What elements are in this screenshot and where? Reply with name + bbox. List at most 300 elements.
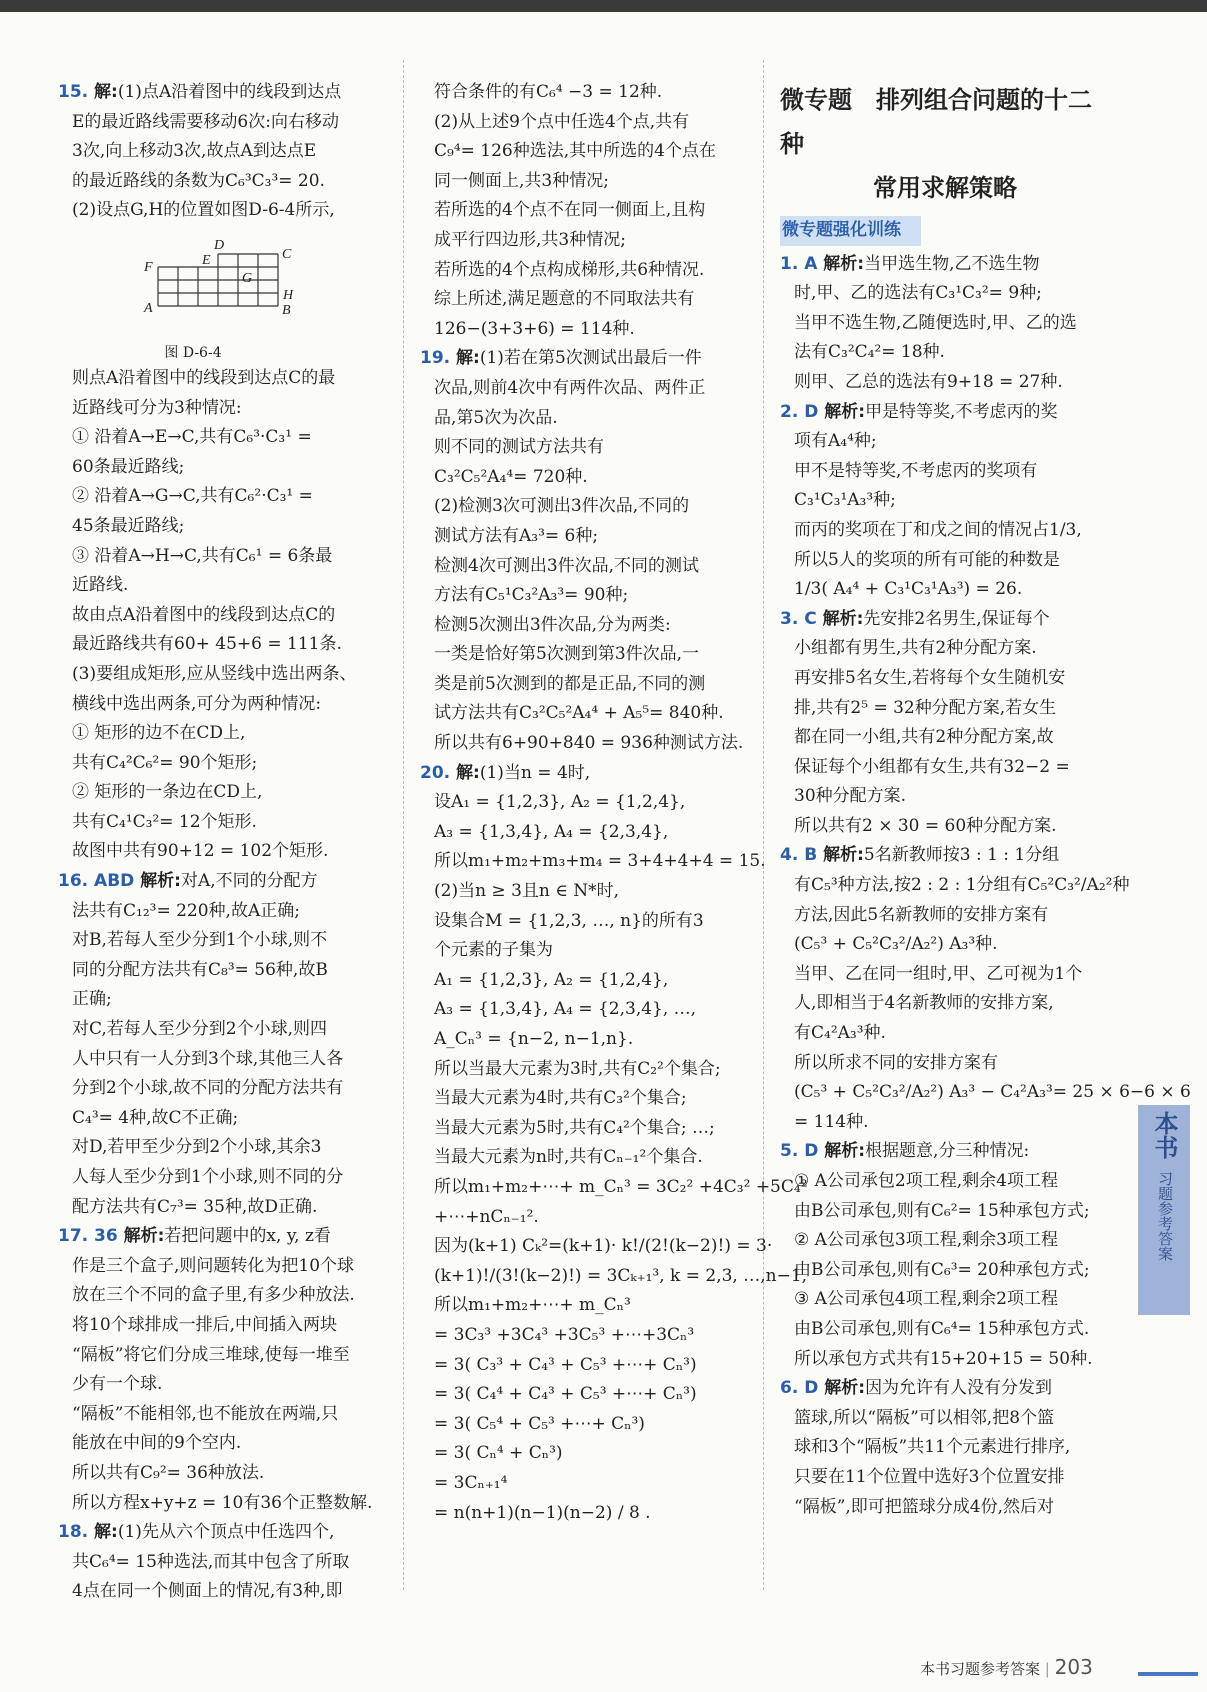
text-line [58,749,388,779]
line-text: = 3( Cₙ⁴ + Cₙ³) [434,1443,563,1464]
line-text: (C₅³ + C₅²C₃²/A₂²) A₃³种. [794,934,998,955]
line-text: 最近路线共有60+ 45+6 = 111条. [72,634,342,655]
line-text: 则不同的测试方法共有 [434,437,604,458]
text-line [420,907,750,937]
text-line [420,256,750,286]
problem-heading [780,841,1110,871]
text-line [58,482,388,512]
line-text: 同一侧面上,共3种情况; [434,170,609,191]
line-text: (2)检测3次可测出3件次品,不同的 [434,496,690,517]
line-text: C₃¹C₃¹A₃³种; [794,490,896,511]
topic-title-line2: 常用求解策略 [873,173,1017,202]
line-text: 法有C₃²C₄²= 18种. [794,342,945,363]
problem-number: 19. [420,348,457,369]
problem-heading [780,1374,1110,1404]
line-text: E的最近路线需要移动6次:向右移动 [72,111,339,132]
text-line [780,664,1110,694]
line-text: 故由点A沿着图中的线段到达点C的 [72,604,336,625]
text-line [780,546,1110,576]
line-text: 若把问题中的x, y, z看 [164,1226,331,1247]
text-line [58,394,388,424]
text-line [420,1380,750,1410]
line-text: 共有C₄¹C₃²= 12个矩形. [72,811,257,832]
text-line [420,1143,750,1173]
text-line [420,1469,750,1499]
line-text: 品,第5次为次品. [434,407,558,428]
grid-figure [118,228,358,338]
figure-caption: 图 D-6-4 [164,344,222,361]
line-text: 球和3个“隔板”共11个元素进行排序, [794,1437,1071,1458]
text-line [58,1045,388,1075]
text-line [420,374,750,404]
line-text: A₃ = {1,3,4}, A₄ = {2,3,4}, [434,821,669,842]
line-text: (1)点A沿着图中的线段到达点 [117,82,342,102]
text-line [780,1404,1110,1434]
line-text: 甲不是特等奖,不考虑丙的奖项有 [794,460,1038,481]
line-text: 的最近路线的条数为C₆³C₃³= 20. [72,170,325,191]
text-line [420,1351,750,1381]
line-text: (1)若在第5次测试出最后一件 [479,348,702,369]
line-text: 则甲、乙总的选法有9+18 = 27种. [794,371,1063,392]
text-line [420,1410,750,1440]
line-text: 因为允许有人没有分发到 [865,1378,1053,1399]
text-line [780,1285,1110,1315]
line-text: ③ A公司承包4项工程,剩余2项工程 [794,1289,1058,1310]
line-text: 所以方程x+y+z = 10有36个正整数解. [72,1492,373,1513]
line-text: 保证每个小组都有女生,共有32−2 = [794,756,1070,777]
line-text: A₁ = {1,2,3}, A₂ = {1,2,4}, [434,969,669,990]
text-line [58,1193,388,1223]
line-text: 人,即相当于4名新教师的安排方案, [794,993,1054,1014]
line-text: A_Cₙ³ = {n−2, n−1,n}. [434,1029,634,1049]
solution-keyword: 解析: [140,871,181,892]
text-line [780,782,1110,812]
line-text: (1)当n = 4时, [479,762,591,783]
line-text: 60条最近路线; [72,456,185,477]
line-text: 近路线. [72,575,129,596]
text-line [58,926,388,956]
text-line [420,581,750,611]
line-text: “隔板”将它们分成三堆球,使每一堆至 [72,1344,350,1365]
line-text: ② 矩形的一条边在CD上, [72,782,263,803]
point-label: C [282,246,292,262]
line-text: = 3( C₄⁴ + C₄³ + C₅³ +⋯+ Cₙ³) [434,1384,697,1405]
line-text: 故图中共有90+12 = 102个矩形. [72,841,329,862]
line-text: ① 矩形的边不在CD上, [72,723,246,744]
text-line [780,1463,1110,1493]
problem-number: 1. A [780,253,824,274]
text-line [58,897,388,927]
line-text: 能放在中间的9个空内. [72,1433,242,1454]
problem-heading [420,759,750,789]
problem-heading [58,1518,388,1548]
text-line [780,1197,1110,1227]
line-text: 所以m₁+m₂+m₃+m₄ = 3+4+4+4 = 15. [434,851,766,872]
line-text: 少有一个球. [72,1374,163,1395]
problem-number: 3. C [780,608,823,629]
text-line [780,1049,1110,1079]
line-text: 篮球,所以“隔板”可以相邻,把8个篮 [794,1407,1055,1428]
line-text: 当最大元素为4时,共有C₃²个集合; [434,1088,687,1109]
line-text: 所以共有C₉²= 36种放法. [72,1462,265,1483]
problem-number: 2. D [780,401,825,422]
solution-keyword: 解析: [823,253,865,274]
text-line [780,723,1110,753]
problem-heading [58,867,388,897]
column-divider [763,60,764,1590]
line-text: 都在同一小组,共有2种分配方案,故 [794,727,1054,748]
line-text: ① 沿着A→E→C,共有C₆³·C₃¹ = [72,427,312,448]
problem-heading [780,398,1110,428]
text-line [58,571,388,601]
text-line [420,699,750,729]
text-line [780,634,1110,664]
text-line [58,1252,388,1282]
line-text: C₉⁴= 126种选法,其中所选的4个点在 [434,141,716,162]
line-text: ③ 沿着A→H→C,共有C₆¹ = 6条最 [72,545,333,566]
solution-keyword: 解: [94,82,118,102]
line-text: 法共有C₁₂³= 220种,故A正确; [72,900,300,921]
text-line [58,196,388,226]
text-line [420,847,766,877]
line-text: 4点在同一个侧面上的情况,有3种,即 [72,1581,343,1602]
line-text: 3次,向上移动3次,故点A到达点E [72,141,317,162]
text-line [420,433,750,463]
line-text: = 3( C₃³ + C₄³ + C₅³ +⋯+ Cₙ³) [434,1354,697,1375]
problem-heading [58,78,388,108]
text-line [420,640,750,670]
problem-number: 18. [58,1522,95,1543]
text-line [58,1370,388,1400]
solution-keyword: 解析: [824,1378,866,1399]
line-text: 所以所求不同的安排方案有 [794,1052,998,1073]
text-line [420,492,750,522]
page-footer: 本书习题参考答案 | 203 [920,1655,1093,1679]
line-text: 对B,若每人至少分到1个小球,则不 [72,930,328,951]
problem-number: 5. D [780,1141,825,1162]
text-line [420,818,750,848]
problem-number: 16. ABD [58,871,141,892]
line-text: “隔板”,即可把篮球分成4份,然后对 [794,1496,1055,1517]
text-line [420,1084,750,1114]
text-line [420,522,750,552]
line-text: 综上所述,满足题意的不同取法共有 [434,289,695,310]
text-line [58,660,388,690]
text-line [58,1459,388,1489]
text-line [780,575,1110,605]
problem-number: 17. 36 [58,1226,124,1247]
line-text: 对C,若每人至少分到2个小球,则四 [72,1019,328,1040]
line-text: = n(n+1)(n−1)(n−2) / 8 . [434,1502,651,1523]
text-line [420,108,750,138]
text-line [420,1203,750,1233]
line-text: (C₅³ + C₅²C₃²/A₂²) A₃³ − C₄²A₃³= 25 × 6−6 × 6 [794,1082,1191,1103]
text-line [780,427,1110,457]
text-line [780,1493,1110,1523]
figure-d-6-4 [58,228,388,364]
text-line [58,1577,388,1607]
line-text: 30种分配方案. [794,786,907,807]
text-line [58,1163,388,1193]
line-text: (2)设点G,H的位置如图D-6-4所示, [72,200,335,221]
point-label: A [144,300,153,316]
text-line [58,601,388,631]
text-line [58,719,388,749]
line-text: 所以承包方式共有15+20+15 = 50种. [794,1348,1093,1369]
text-line [780,1019,1110,1049]
solution-keyword: 解析: [824,1141,866,1162]
text-line [780,1108,1110,1138]
line-text: 设集合M = {1,2,3, …, n}的所有3 [434,910,704,931]
line-text: 对A,不同的分配方 [181,871,318,892]
problem-heading [420,344,750,374]
line-text: 对D,若甲至少分到2个小球,其余3 [72,1137,322,1158]
text-line [780,516,1110,546]
line-text: 项有A₄⁴种; [794,431,877,452]
text-line [420,285,750,315]
line-text: 近路线可分为3种情况: [72,397,242,418]
line-text: 45条最近路线; [72,515,185,536]
text-line [58,808,388,838]
text-line [780,753,1110,783]
point-label: F [144,259,153,275]
text-line [58,1311,388,1341]
line-text: 试方法共有C₃²C₅²A₄⁴ + A₅⁵= 840种. [434,703,724,724]
text-line [420,1321,750,1351]
line-text: 正确; [72,989,112,1010]
line-text: 则点A沿着图中的线段到达点C的最 [72,367,336,388]
text-line [58,1341,388,1371]
text-line [780,1315,1110,1345]
problem-number: 4. B [780,845,824,866]
text-line [780,930,1110,960]
text-line [780,1433,1110,1463]
line-text: 当最大元素为5时,共有C₄²个集合; …; [434,1117,715,1138]
side-tab-subtitle: 习题参考答案 [1156,1171,1174,1261]
text-line [420,1025,750,1055]
line-text: 作是三个盒子,则问题转化为把10个球 [72,1255,355,1276]
line-text: (2)从上述9个点中任选4个点,共有 [434,111,690,132]
line-text: ② 沿着A→G→C,共有C₆²·C₃¹ = [72,486,313,507]
text-line [58,1489,388,1519]
text-line [780,1345,1110,1375]
text-line [420,1232,773,1262]
top-bar [0,0,1207,12]
line-text: (3)要组成矩形,应从竖线中选出两条、 [72,663,357,684]
line-text: 时,甲、乙的选法有C₃¹C₃²= 9种; [794,283,1042,304]
line-text: 共C₆⁴= 15种选法,而其中包含了所取 [72,1551,350,1572]
line-text: 所以共有2 × 30 = 60种分配方案. [794,815,1057,836]
solution-keyword: 解析: [823,845,864,866]
line-text: 当甲、乙在同一组时,甲、乙可视为1个 [794,963,1083,984]
text-line [420,877,750,907]
solution-keyword: 解析: [822,608,864,629]
text-line [420,1499,750,1529]
text-line [420,1114,750,1144]
text-line [58,453,388,483]
line-text: A₃ = {1,3,4}, A₄ = {2,3,4}, …, [434,999,697,1020]
line-text: 将10个球排成一排后,中间插入两块 [72,1314,338,1335]
line-text: 一类是恰好第5次测到第3件次品,一 [434,644,700,665]
text-line [58,1548,388,1578]
line-text: 所以当最大元素为3时,共有C₂²个集合; [434,1058,721,1079]
line-text: 符合条件的有C₆⁴ −3 = 12种. [434,82,663,102]
line-text: 所以m₁+m₂+⋯+ m_Cₙ³ = 3C₂² +4C₃² +5C₄² [434,1176,808,1197]
text-line [420,1439,750,1469]
text-line [420,196,750,226]
problem-heading [780,250,1110,280]
text-line [420,404,750,434]
text-line [780,1078,1191,1108]
text-line [58,690,388,720]
line-text: 同的分配方法共有C₈³= 56种,故B [72,959,328,980]
text-line [420,966,750,996]
point-label: G [242,270,253,286]
line-text: 类是前5次测到的都是正品,不同的测 [434,673,706,694]
problem-number: 20. [420,762,457,783]
text-line [420,1055,750,1085]
text-line [58,1104,388,1134]
line-text: 排,共有2⁵ = 32种分配方案,若女生 [794,697,1057,718]
line-text: 再安排5名女生,若将每个女生随机安 [794,667,1066,688]
topic-title-line1: 微专题 排列组合问题的十二种 [780,85,1092,158]
problem-number: 15. [58,82,95,102]
line-text: 小组都有男生,共有2种分配方案. [794,638,1037,659]
line-text: ② A公司承包3项工程,剩余3项工程 [794,1230,1058,1251]
text-line [420,167,750,197]
text-line [58,423,388,453]
line-text: 126−(3+3+6) = 114种. [434,318,635,339]
line-text: 检测4次可测出3件次品,不同的测试 [434,555,700,576]
line-text: 设A₁ = {1,2,3}, A₂ = {1,2,4}, [434,792,686,813]
text-line [58,542,388,572]
line-text: 放在三个不同的盒子里,有多少种放法. [72,1285,355,1306]
text-line [58,364,388,394]
line-text: 检测5次测出3件次品,分为两类: [434,614,671,635]
line-text: 个元素的子集为 [434,940,553,961]
line-text: 成平行四边形,共3种情况; [434,229,626,250]
line-text: 1/3( A₄⁴ + C₃¹C₃¹A₃³) = 26. [794,579,1023,600]
line-text: 次品,则前4次中有两件次品、两件正 [434,377,706,398]
text-line [420,137,750,167]
footer-bar [1138,1672,1198,1676]
text-line [420,1173,808,1203]
footer-text: 本书习题参考答案 [920,1660,1041,1678]
line-text: 由B公司承包,则有C₆²= 15种承包方式; [794,1200,1090,1221]
text-line [420,936,750,966]
line-text: = 3Cₙ₊₁⁴ [434,1472,508,1493]
text-line [420,1262,808,1292]
line-text: 分到2个小球,故不同的分配方法共有 [72,1078,344,1099]
line-text: 横线中选出两条,可分为两种情况: [72,693,322,714]
problem-number: 6. D [780,1378,825,1399]
text-line [58,167,388,197]
text-line [58,1015,388,1045]
text-line [780,1256,1110,1286]
text-line [58,108,388,138]
problem-heading [58,1222,388,1252]
text-line [58,630,388,660]
text-line [58,778,388,808]
line-text: 由B公司承包,则有C₆⁴= 15种承包方式. [794,1318,1090,1339]
solution-keyword: 解: [94,1522,118,1543]
line-text: 当甲选生物,乙不选生物 [864,253,1040,274]
text-line [780,486,1110,516]
point-label: B [282,302,291,318]
line-text: 共有C₄²C₆²= 90个矩形; [72,752,258,773]
text-line [780,871,1130,901]
line-text: C₄³= 4种,故C不正确; [72,1107,239,1128]
line-text: 人每人至少分到1个小球,则不同的分 [72,1167,344,1187]
line-text: 若所选的4个点构成梯形,共6种情况. [434,259,705,280]
text-line [58,1074,388,1104]
text-line [780,960,1110,990]
line-text: 根据题意,分三种情况: [865,1141,1030,1162]
text-line [780,694,1110,724]
line-text: = 3( C₅⁴ + C₅³ +⋯+ Cₙ³) [434,1413,645,1434]
line-text: 5名新教师按3 : 1 : 1分组 [863,845,1060,866]
text-line [420,463,750,493]
line-text: 甲是特等奖,不考虑丙的奖 [865,401,1058,422]
text-line [780,279,1110,309]
text-line [420,552,750,582]
text-line [780,368,1110,398]
point-label: H [283,287,294,303]
line-text: 当最大元素为n时,共有Cₙ₋₁²个集合. [434,1147,703,1168]
line-text: 若所选的4个点不在同一侧面上,且构 [434,200,706,221]
section-subheading: 微专题强化训练 [780,216,921,246]
text-line [420,611,750,641]
text-line [420,78,750,108]
text-line [420,729,750,759]
line-text: 有C₄²A₃³种. [794,1023,886,1044]
text-line [420,315,750,345]
page-number: 203 [1054,1655,1093,1679]
line-text: “隔板”不能相邻,也不能放在两端,只 [72,1403,339,1424]
solution-keyword: 解析: [123,1226,165,1247]
solution-keyword: 解: [456,348,480,369]
line-text: 测试方法有A₃³= 6种; [434,525,599,546]
text-line [58,956,388,986]
text-line [58,1429,388,1459]
problem-heading [780,1137,1110,1167]
text-line [420,670,750,700]
line-text: 由B公司承包,则有C₆³= 20种承包方式; [794,1259,1090,1280]
column-divider [403,60,404,1590]
text-line [420,995,750,1025]
line-text: +⋯+nCₙ₋₁². [434,1206,539,1227]
line-text: 方法有C₅¹C₃²A₃³= 90种; [434,585,629,606]
point-label: D [214,237,225,253]
text-line [420,1291,750,1321]
text-line [58,837,388,867]
text-line [58,137,388,167]
line-text: 只要在11个位置中选好3个位置安排 [794,1466,1065,1487]
line-text: 所以5人的奖项的所有可能的种数是 [794,549,1060,570]
line-text: = 114种. [794,1111,869,1132]
text-line [780,901,1110,931]
text-line [780,1167,1110,1197]
text-line [420,788,750,818]
line-text: 方法,因此5名新教师的安排方案有 [794,904,1049,925]
line-text: 所以m₁+m₂+⋯+ m_Cₙ³ [434,1295,631,1316]
line-text: 所以共有6+90+840 = 936种测试方法. [434,733,744,754]
text-line [58,985,388,1015]
line-text: 人中只有一人分到3个球,其他三人各 [72,1048,344,1069]
text-line [58,512,388,542]
text-line [58,1400,388,1430]
line-text: 而丙的奖项在丁和戊之间的情况占1/3, [794,519,1082,540]
